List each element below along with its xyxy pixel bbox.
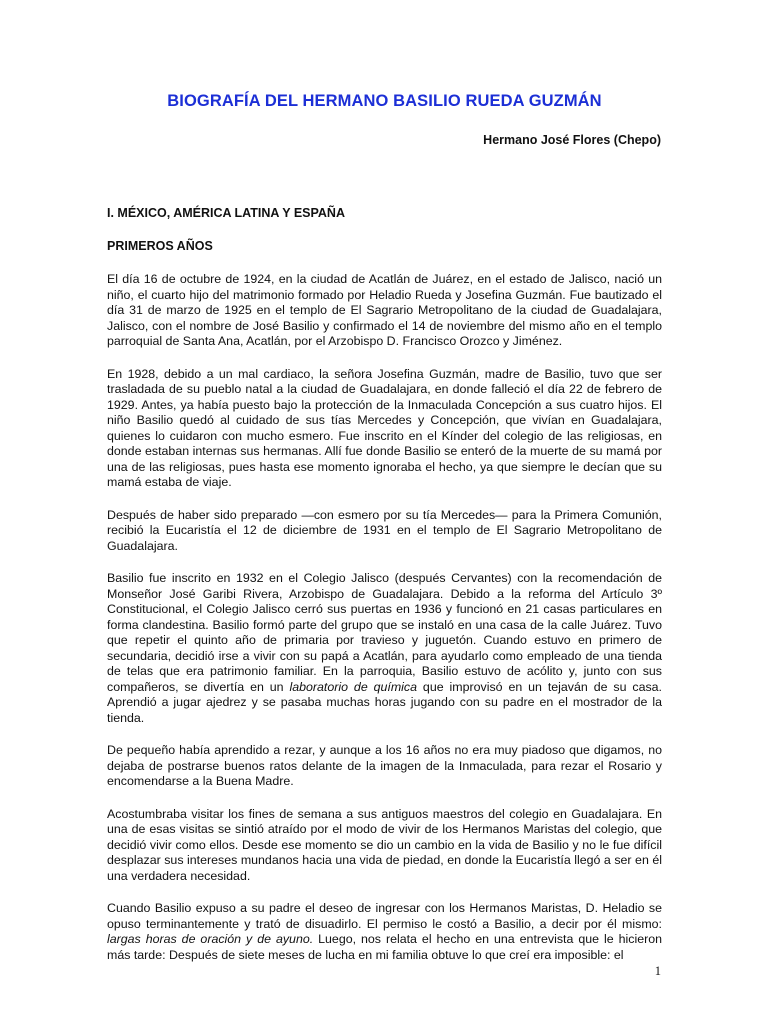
- paragraph-mother: En 1928, debido a un mal cardiaco, la señora Josefina Guzmán, madre de Basilio, tuvo que ser trasladada de su pueblo natal a la ciudad de Guadalajara, en donde falleció el día 22 de febrero de 1929. Antes, ya había puesto bajo la protección de la Inmaculada Concepción a sus cuatro hijos. El niño Basilio quedó al cuidado de sus tías Mercedes y Concepción, que vivían en Guadalajara, quienes lo cuidaron con mucho esmero. Fue inscrito en el Kínder del colegio de las religiosas, en donde estaban internas sus hermanas. Allí fue donde Basilio se enteró de la muerte de su mamá por una de las religiosas, pues hasta ese momento ignoraba el hecho, ya que siempre le decían que su mamá estaba de viaje.: [107, 366, 662, 489]
- paragraph-visits: Acostumbraba visitar los fines de semana a sus antiguos maestros del colegio en Guadalajara. En una de esas visitas se sintió atraído por el modo de vivir de los Hermanos Maristas del colegio, que decidió vivir como ellos. Desde ese momento se dio un cambio en la vida de Basilio y no le fue difícil desplazar sus intereses mundanos hacia una vida de piedad, en donde la Eucaristía llegó a ser en él una verdadera necesidad.: [107, 806, 662, 883]
- paragraph-vocation-emphasis: largas horas de oración y de ayuno.: [107, 932, 314, 946]
- paragraph-school-emphasis: laboratorio de química: [289, 679, 418, 694]
- paragraph-birth: El día 16 de octubre de 1924, en la ciudad de Acatlán de Juárez, en el estado de Jalisco, nació un niño, el cuarto hijo del matrimonio formado por Heladio Rueda y Josefina Guzmán. Fue bautizado el día 31 de marzo de 1925 en el templo de El Sagrario Metropolitano de la ciudad de Guadalajara, Jalisco, con el nombre de José Basilio y confirmado el 14 de noviembre del mismo año en el templo parroquial de Santa Ana, Acatlán, por el Arzobispo D. Francisco Orozco y Jiménez.: [107, 272, 662, 348]
- author-line: Hermano José Flores (Chepo): [483, 133, 661, 147]
- paragraph-school: [107, 571, 662, 726]
- paragraph-vocation-text-b: Luego, nos relata el hecho en una entrevista que le hicieron más tarde: Después de siete meses de lucha en mi familia obtuve lo que creí era imposible: el: [107, 932, 662, 962]
- paragraph-school-text-b: que improvisó en un tejaván de su casa. Aprendió a jugar ajedrez y se pasaba muchas horas jugando con su padre en el mostrador de la tienda.: [107, 679, 662, 725]
- paragraph-vocation: [107, 901, 662, 963]
- subsection-heading: PRIMEROS AÑOS: [107, 239, 213, 253]
- paragraph-communion: Después de haber sido preparado —con esmero por su tía Mercedes— para la Primera Comunión, recibió la Eucaristía el 12 de diciembre de 1931 en el templo de El Sagrario Metropolitano de Guadalajara.: [107, 507, 662, 553]
- paragraph-prayer: De pequeño había aprendido a rezar, y aunque a los 16 años no era muy piadoso que digamos, no dejaba de postrarse buenos ratos delante de la imagen de la Inmaculada, para rezar el Rosario y encomendarse a la Buena Madre.: [107, 743, 662, 788]
- paragraph-school-text-a: Basilio fue inscrito en 1932 en el Colegio Jalisco (después Cervantes) con la recomendación de Monseñor José Garibi Rivera, Arzobispo de Guadalajara. Debido a la reforma del Artículo 3º Constitucional, el Colegio Jalisco cerró sus puertas en 1936 y funcionó en 21 casas particulares en forma clandestina. Basilio formó parte del grupo que se instaló en una casa de la calle Juárez. Tuvo que repetir el quinto año de primaria por travieso y juguetón. Cuando estuvo en primero de secundaria, decidió irse a vivir con su papá a Acatlán, para ayudarlo como empleado de una tienda de telas que era patrimonio familiar. En la parroquia, Basilio estuvo de acólito y, junto con sus compañeros, se divertía en un: [107, 571, 662, 694]
- paragraph-vocation-text-a: Cuando Basilio expuso a su padre el deseo de ingresar con los Hermanos Maristas, D. Heladio se opuso terminantemente y trató de disuadirlo. El permiso le costó a Basilio, a decir por él mismo:: [107, 901, 662, 931]
- document-body: [107, 206, 662, 980]
- section-heading: I. MÉXICO, AMÉRICA LATINA Y ESPAÑA: [107, 206, 345, 220]
- page-number: 1: [654, 964, 661, 978]
- document-title: BIOGRAFÍA DEL HERMANO BASILIO RUEDA GUZMÁN: [167, 92, 602, 110]
